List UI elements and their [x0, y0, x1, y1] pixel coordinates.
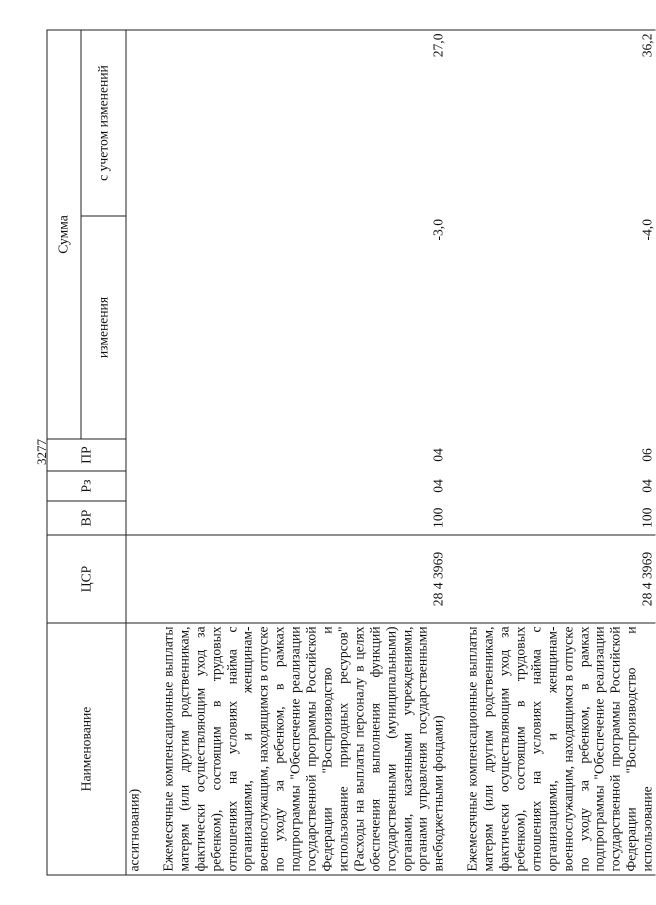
table-row	[465, 30, 656, 875]
budget-table-page	[47, 30, 655, 875]
row-name: ассигнования)	[126, 623, 142, 875]
row-rz: 04	[430, 478, 446, 493]
header-changes: изменения	[81, 216, 126, 439]
header-sum: Сумма	[47, 30, 81, 439]
row-change	[126, 216, 142, 439]
table-row-spacer	[142, 30, 160, 875]
table-header	[47, 30, 126, 875]
table-row	[160, 30, 446, 875]
table-row-spacer	[447, 30, 465, 875]
row-rz: 04	[639, 478, 655, 493]
row-csr: 28 4 3969	[465, 535, 656, 623]
row-vr	[126, 501, 142, 535]
row-csr	[126, 535, 142, 623]
table-row	[126, 30, 142, 875]
row-total	[126, 30, 142, 216]
header-name: Наименование	[47, 623, 126, 875]
header-rz: Рз	[47, 471, 126, 501]
table-body	[126, 30, 656, 875]
row-name: Ежемесячные компенсационные выплаты матерям (или другим родственникам, фактически осуществляющим уход за ребенком), состоящим в трудовых отношениях на условиях найма с организациями, и женщинам-военнослужащим, находящимся в отпуске по уходу за ребенком, в рамках подпрограммы "Обеспечение реализации государственной программы Российской Федерации "Воспроизводство и использование	[465, 623, 656, 875]
row-name: Ежемесячные компенсационные выплаты матерям (или другим родственникам, фактически осуществляющим уход за ребенком), состоящим в трудовых отношениях на условиях найма с организациями, и женщинам-военнослужащим, находящимся в отпуске по уходу за ребенком, в рамках подпрограммы "Обеспечение реализации государственной программы Российской Федерации "Воспроизводство и использование природных ресурсов" (Расходы на выплаты персоналу в целях обеспечения выполнения функций государственными (муниципальными) органами, казенными учреждениями, органами управления государственными внебюджетными фондами)	[160, 623, 446, 875]
header-vr: ВР	[47, 501, 126, 535]
row-total: 27,0	[160, 30, 446, 216]
row-vr: 100	[430, 507, 446, 528]
row-pr	[126, 439, 142, 471]
header-pr: ПР	[47, 439, 126, 471]
row-change: -4,0	[639, 218, 655, 241]
row-change: -3,0	[430, 218, 446, 241]
page-number: 3277	[34, 439, 49, 465]
header-with-changes: с учетом изменений	[81, 30, 126, 216]
row-vr: 100	[639, 507, 655, 528]
row-csr: 28 4 3969	[160, 535, 446, 623]
header-csr: ЦСР	[47, 535, 126, 623]
row-total: 36,2	[465, 30, 656, 216]
row-pr: 06	[639, 447, 655, 462]
row-pr: 04	[430, 447, 446, 462]
row-rz	[126, 471, 142, 501]
budget-table	[47, 29, 656, 875]
